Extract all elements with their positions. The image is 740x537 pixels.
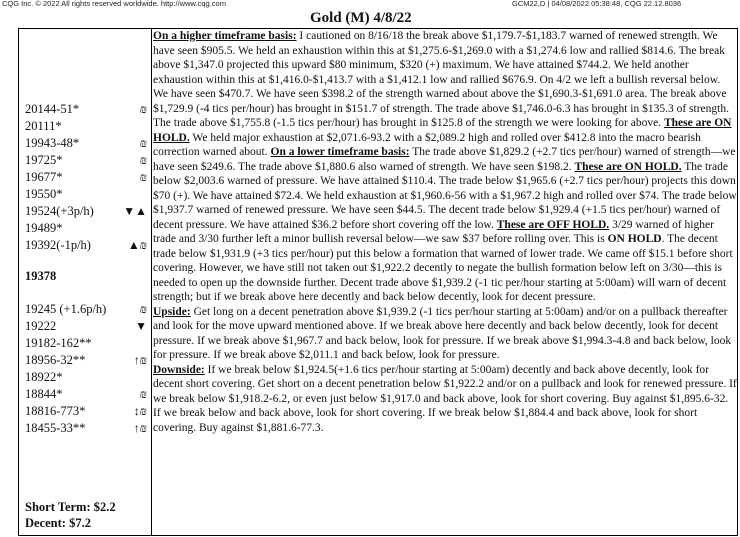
higher-hold: These are ON HOLD.	[153, 117, 732, 144]
level-symbol: ↑₪	[133, 421, 147, 435]
level-symbol: ▲₪	[127, 238, 147, 252]
level-price: 19489*	[25, 221, 63, 235]
report-frame	[18, 28, 738, 536]
lower-text-3: 3/29 warned of higher trade and 3/30 further left a minor bullish reversal below—we saw $37 before rolling over. This is	[153, 218, 714, 245]
upside-paragraph	[153, 305, 737, 363]
lower-timeframe-heading: On a lower timeframe basis:	[270, 146, 410, 158]
lower-off-hold: These are OFF HOLD.	[496, 218, 610, 231]
short-term-summary: Short Term: $2.2	[25, 500, 116, 514]
level-price: 19524(+3p/h)	[25, 204, 94, 218]
copyright-notice: CQG Inc. © 2022 All rights reserved worldwide. http://www.cqg.com	[2, 0, 226, 8]
downside-paragraph	[153, 363, 737, 436]
level-symbol: ₪	[139, 153, 147, 167]
level-row	[25, 204, 149, 220]
column-divider	[151, 29, 152, 536]
level-symbol: ↕₪	[133, 404, 147, 418]
level-row	[25, 404, 149, 420]
level-price: 18455-33**	[25, 421, 86, 435]
decent-summary: Decent: $7.2	[25, 516, 91, 530]
level-price: 20144-51*	[25, 102, 80, 116]
level-row	[25, 387, 149, 403]
level-price: 20111*	[25, 119, 62, 133]
level-price: 19725*	[25, 153, 63, 167]
level-row	[25, 421, 149, 437]
level-row	[25, 119, 149, 135]
chart-header-bar	[0, 0, 740, 9]
level-symbol: ▼	[135, 319, 147, 333]
level-price: 18956-32**	[25, 353, 86, 367]
level-row	[25, 153, 149, 169]
level-price: 19392(-1p/h)	[25, 238, 91, 252]
level-row	[25, 136, 149, 152]
downside-heading: Downside:	[153, 363, 205, 376]
commentary-column	[153, 29, 737, 536]
level-row	[25, 353, 149, 369]
level-price: 18922*	[25, 370, 63, 384]
level-symbol: ↑₪	[133, 353, 147, 367]
upside-heading: Upside:	[153, 305, 191, 318]
lower-on-hold: ON HOLD	[607, 233, 662, 245]
level-price: 19943-48*	[25, 136, 80, 150]
lower-text-2: The trade below $2,003.6 warned of pressure. We have attained $110.4. The trade below $1,965.6 (+2.7 tics per/hour) projects this down $70 (+). We have attained $72.4. We held exhaustion at $1,960.6-56 with a $1,967.2 high and rolled over $74. The trade below $1,937.7 warned of renewed pressure. We have seen $44.5. The decent trade below $1,929.4 (+1.5 tics per/hour) warned of decent pressure. We have attained $36.2 before short covering off the low.	[153, 160, 737, 231]
level-symbol: ₪	[139, 302, 147, 316]
upside-text: Get long on a decent penetration above $1,939.2 (-1 tics per/hour starting at 5:00am) and/or on a pullback thereafter and look for the move upward mentioned above. If we break above here decently and back below decently, look for decent pressure. If we break above $1,967.7 and back below, look for pressure. If we break above $1,994.3-4.8 and back below, look for pressure. If we break above $2,011.1 and back below, look for pressure.	[153, 305, 732, 361]
level-symbol: ₪	[139, 170, 147, 184]
level-price: 19677*	[25, 170, 63, 184]
level-symbol: ▼▲	[123, 204, 147, 218]
commentary-paragraph	[153, 29, 737, 305]
lower-text-1: The trade above $1,829.2 (+2.7 tics per/hour) warned of strength—we have seen $249.6. The trade above $1,880.6 also warned of strength. We have seen $198.2.	[153, 146, 736, 173]
higher-text-2: We held major exhaustion at $2,071.6-93.2 with a $2,089.2 high and rolled over $412.8 into the macro bearish correction warned about.	[153, 131, 701, 158]
level-row	[25, 302, 149, 318]
lower-text-4: . The decent trade below $1,931.9 (+3 tics per/hour) put this below a formation that warned of lower trade. We came off $15.1 before short covering. However, we have still not taken out $1,922.2 decently to negate the bullish formation below left on 3/30—this is needed to open up the downside further. Decent trade above $1,939.2 (-1 tic per/hour starting at 5:00am) will warn of decent strength; but if we break above here decently and back below decently, look for decent pressure.	[153, 233, 733, 303]
level-row	[25, 336, 149, 352]
level-row	[25, 170, 149, 186]
levels-column	[25, 29, 149, 534]
level-price: 19222	[25, 319, 57, 333]
level-row	[25, 221, 149, 237]
higher-text-1: I cautioned on 8/16/18 the break above $1,179.7-$1,183.7 warned of renewed strength. We have seen $905.5. We held an exhaustion within this at $1,275.6-$1,269.0 with a $1,274.6 low and rallied $814.6. The break above $1,347.0 projected this upward $80 minimum, $320 (+) maximum. We have attained $744.2. We held another exhaustion within this at $1,416.0-$1,413.7 with a $1,412.1 low and rallied $676.9. On 4/2 we left a bullish reversal below. We have seen $470.7. We have seen $398.2 of the strength warned about above the $1,690.3-$1,691.0 area. The break above $1,729.9 (-4 tics per/hour) has brought in $151.7 of strength. The trade above $1,746.0-6.3 has brought in $135.3 of strength. The trade above $1,755.8 (-1.5 tics per/hour) has brought in $125.8 of the strength we were looking for above.	[153, 30, 729, 129]
chart-info: GCM22,D | 04/08/2022 05:38:48, CQG 22.12.8036	[512, 0, 682, 8]
page-title: Gold (M) 4/8/22	[310, 10, 412, 26]
level-symbol: ₪	[139, 136, 147, 150]
level-row	[25, 370, 149, 386]
level-symbol: ₪	[139, 387, 147, 401]
downside-text: If we break below $1,924.5(+1.6 tics per/hour starting at 5:00am) decently and back above decently, look for decent short covering. Get short on a decent penetration below $1,922.2 and/or on a pullback and look for renewed pressure. If we break below $1,918.2-6.2, or even just below $1,917.0 and back above, look for short covering. Buy against $1,895.6-32. If we break below and back above, look for short covering. If we break below $1,884.4 and back above, look for short covering. Buy against $1,881.6-77.3.	[153, 363, 737, 434]
level-row	[25, 319, 149, 335]
level-price: 18816-773*	[25, 404, 86, 418]
level-row	[25, 102, 149, 118]
level-price: 19378	[25, 269, 57, 283]
level-price: 19182-162**	[25, 336, 92, 350]
level-price: 19550*	[25, 187, 63, 201]
level-row	[25, 238, 149, 254]
level-price: 18844*	[25, 387, 63, 401]
current-price	[25, 269, 149, 285]
level-price: 19245 (+1.6p/h)	[25, 302, 107, 316]
lower-hold: These are ON HOLD.	[574, 160, 682, 173]
higher-timeframe-heading: On a higher timeframe basis:	[153, 30, 297, 42]
level-row	[25, 187, 149, 203]
level-symbol: ₪	[139, 102, 147, 116]
